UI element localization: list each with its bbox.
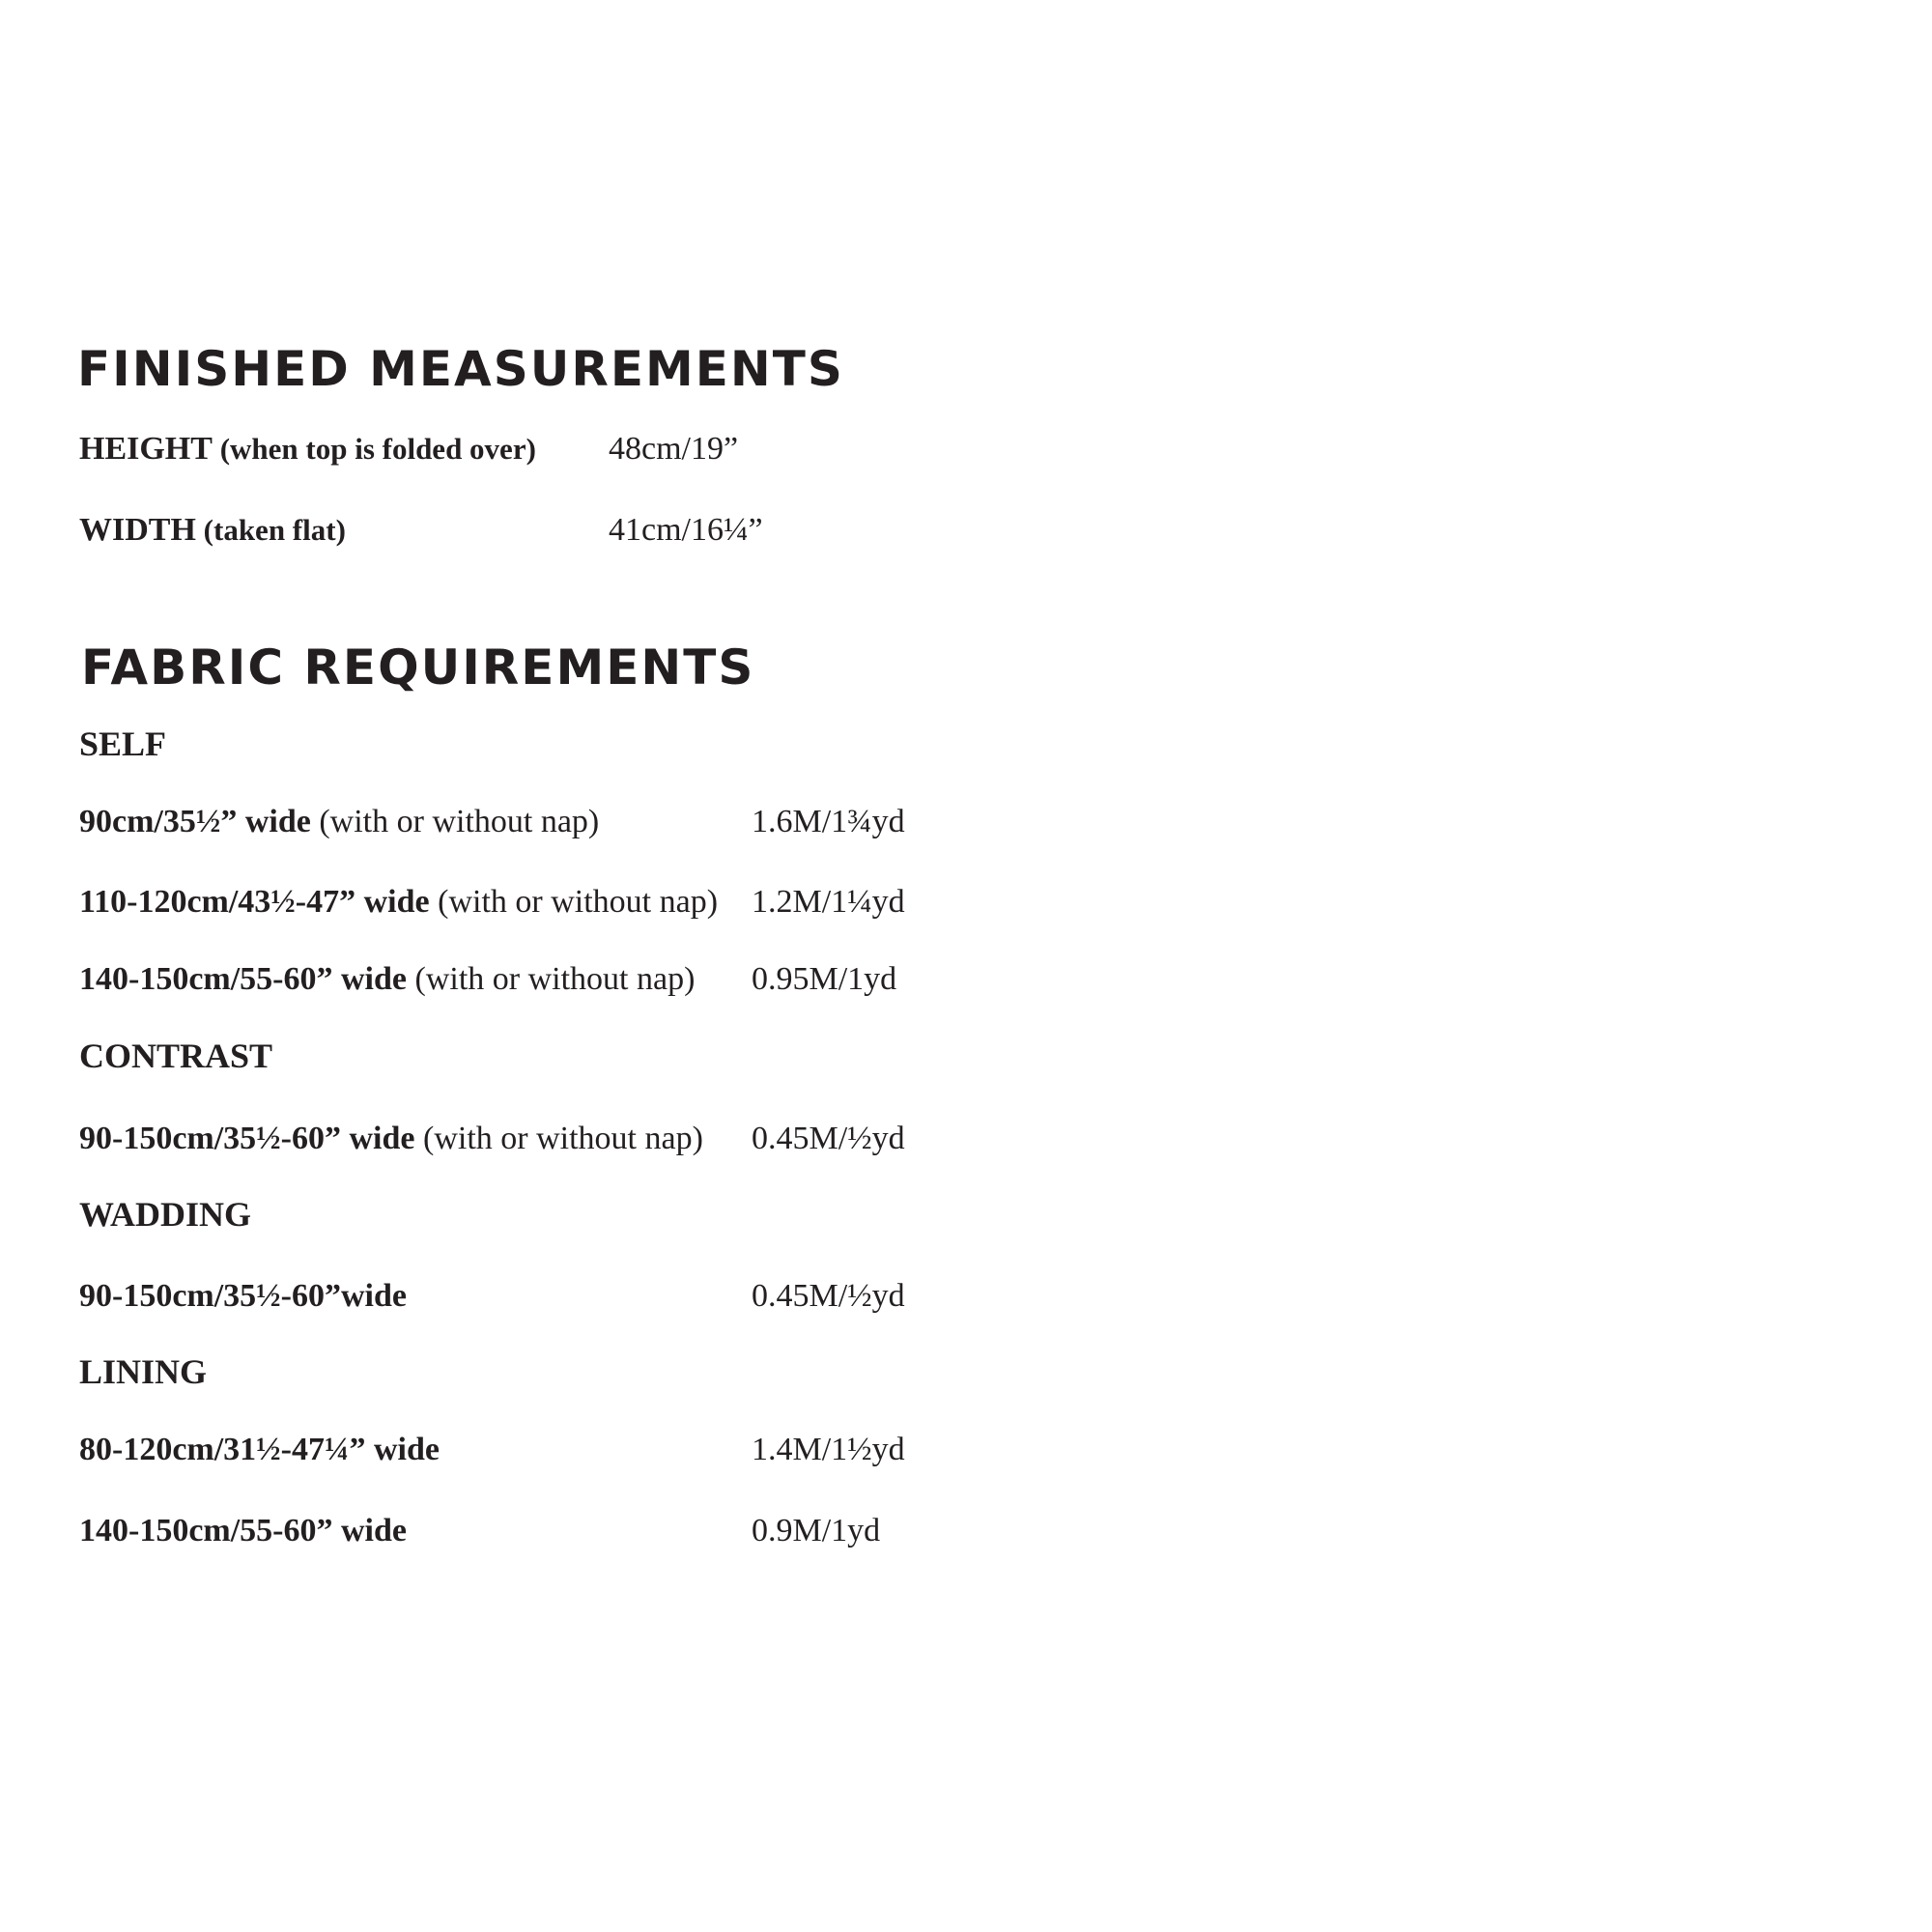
fabric-label <box>79 804 599 839</box>
fabric-row <box>79 804 905 839</box>
fabric-label <box>79 1513 407 1548</box>
fabric-amount: 0.45M/½yd <box>752 1278 905 1314</box>
fabric-note: (with or without nap) <box>429 884 719 920</box>
fabric-width: 90cm/35½” wide <box>79 804 311 839</box>
fabric-amount: 1.6M/1¾yd <box>752 804 905 839</box>
fabric-amount: 0.9M/1yd <box>752 1513 881 1548</box>
fabric-width: 90-150cm/35½-60”wide <box>79 1278 408 1314</box>
fabric-width: 80-120cm/31½-47¼” wide <box>79 1432 440 1467</box>
measurement-label-main: HEIGHT <box>79 431 213 467</box>
fabric-note: (with or without nap) <box>310 804 600 839</box>
measurement-row-width <box>79 512 763 548</box>
fabric-width: 90-150cm/35½-60” wide <box>79 1121 415 1156</box>
fabric-width: 110-120cm/43½-47” wide <box>79 884 430 920</box>
fabric-amount: 0.45M/½yd <box>752 1121 905 1156</box>
section-title-lining: LINING <box>79 1352 208 1391</box>
fabric-width: 140-150cm/55-60” wide <box>79 1513 408 1548</box>
fabric-requirements-heading: FABRIC REQUIREMENTS <box>81 639 755 696</box>
fabric-row <box>79 884 905 920</box>
measurement-label-note: (when top is folded over) <box>212 432 536 466</box>
finished-measurements-heading: FINISHED MEASUREMENTS <box>77 341 844 397</box>
fabric-row <box>79 1278 905 1314</box>
measurement-label-note: (taken flat) <box>195 513 346 547</box>
fabric-row <box>79 1121 905 1156</box>
fabric-label <box>79 1278 407 1314</box>
measurement-value: 41cm/16¼” <box>609 512 763 548</box>
fabric-row <box>79 1513 881 1548</box>
fabric-label <box>79 961 695 997</box>
fabric-label <box>79 884 718 920</box>
section-title-contrast: CONTRAST <box>79 1037 273 1075</box>
measurement-label <box>79 512 346 548</box>
fabric-label <box>79 1432 440 1467</box>
fabric-label <box>79 1121 703 1156</box>
fabric-note: (with or without nap) <box>414 1121 703 1156</box>
section-title-wadding: WADDING <box>79 1195 252 1234</box>
fabric-amount: 0.95M/1yd <box>752 961 897 997</box>
fabric-width: 140-150cm/55-60” wide <box>79 961 408 997</box>
measurement-row-height <box>79 431 739 467</box>
fabric-row <box>79 1432 905 1467</box>
fabric-amount: 1.2M/1¼yd <box>752 884 905 920</box>
measurement-value: 48cm/19” <box>609 431 739 467</box>
fabric-amount: 1.4M/1½yd <box>752 1432 905 1467</box>
section-title-self: SELF <box>79 724 167 763</box>
measurement-label <box>79 431 536 467</box>
fabric-row <box>79 961 897 997</box>
fabric-note: (with or without nap) <box>407 961 696 997</box>
measurement-label-main: WIDTH <box>79 512 196 548</box>
